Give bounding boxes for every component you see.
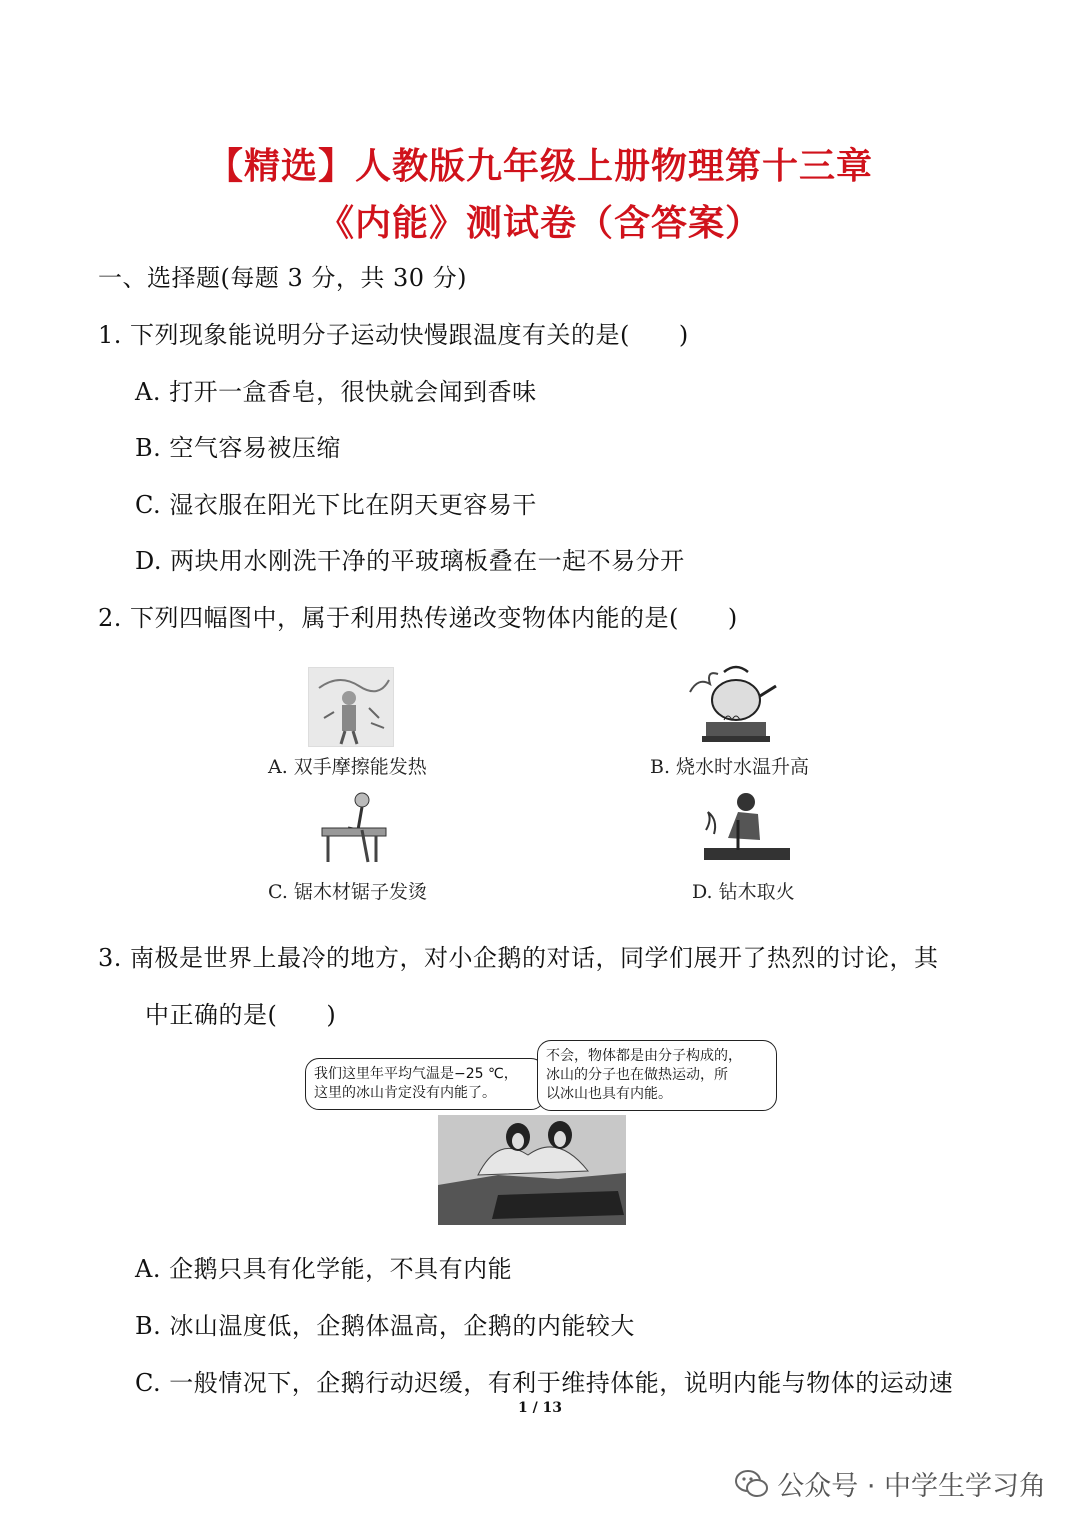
figure-b-caption: B. 烧水时水温升高 — [650, 756, 810, 778]
figure-c-sawing — [318, 790, 390, 866]
section-heading: 一、选择题(每题 3 分，共 30 分) — [98, 264, 468, 292]
q1-stem: 1. 下列现象能说明分子运动快慢跟温度有关的是( ) — [98, 321, 689, 349]
bubble-right-line1: 不会，物体都是由分子构成的， — [546, 1048, 742, 1064]
person-rubbing-hands-icon — [309, 668, 393, 746]
speech-bubble-left — [305, 1058, 545, 1110]
bubble-right-line2: 冰山的分子也在做热运动，所 — [546, 1067, 728, 1083]
sawing-wood-icon — [318, 790, 390, 866]
q1-option-c: C. 湿衣服在阳光下比在阴天更容易干 — [135, 491, 537, 519]
q3-option-b: B. 冰山温度低，企鹅体温高，企鹅的内能较大 — [135, 1312, 635, 1340]
penguins-on-iceberg-icon — [438, 1115, 626, 1225]
figure-a-caption: A. 双手摩擦能发热 — [268, 756, 427, 778]
q1-option-a: A. 打开一盒香皂，很快就会闻到香味 — [135, 378, 537, 406]
q3-option-a: A. 企鹅只具有化学能，不具有内能 — [135, 1255, 513, 1283]
speech-bubble-right — [537, 1040, 777, 1111]
doc-title-line1: 【精选】人教版九年级上册物理第十三章 — [206, 146, 873, 187]
figure-b-kettle — [688, 662, 784, 748]
watermark-text: 公众号 · 中学生学习角 — [777, 1471, 1046, 1502]
q2-stem: 2. 下列四幅图中，属于利用热传递改变物体内能的是( ) — [98, 604, 738, 632]
watermark — [735, 1464, 1046, 1503]
bubble-right-line3: 以冰山也具有内能。 — [546, 1086, 672, 1102]
figure-d-caption: D. 钻木取火 — [692, 881, 795, 903]
doc-title-line2: 《内能》测试卷（含答案） — [317, 203, 762, 244]
figure-a-hands-rubbing — [308, 667, 394, 747]
figure-d-drilling-fire — [698, 790, 794, 868]
figure-penguins-iceberg — [438, 1115, 626, 1225]
bubble-left-line2: 这里的冰山肯定没有内能了。 — [314, 1085, 496, 1101]
q3-option-c: C. 一般情况下，企鹅行动迟缓，有利于维持体能，说明内能与物体的运动速 — [135, 1369, 954, 1397]
wechat-icon — [735, 1469, 769, 1499]
q3-stem-line1: 3. 南极是世界上最冷的地方，对小企鹅的对话，同学们展开了热烈的讨论，其 — [98, 944, 939, 972]
q1-option-b: B. 空气容易被压缩 — [135, 434, 341, 462]
page-number: 1 / 13 — [517, 1400, 563, 1416]
drill-fire-icon — [698, 790, 794, 868]
figure-c-caption: C. 锯木材锯子发烫 — [268, 881, 427, 903]
q3-stem-line2: 中正确的是( ) — [145, 1001, 337, 1029]
bubble-left-line1: 我们这里年平均气温是−25 ℃， — [314, 1066, 518, 1082]
kettle-on-stove-icon — [688, 662, 784, 748]
q1-option-d: D. 两块用水刚洗干净的平玻璃板叠在一起不易分开 — [135, 547, 685, 575]
